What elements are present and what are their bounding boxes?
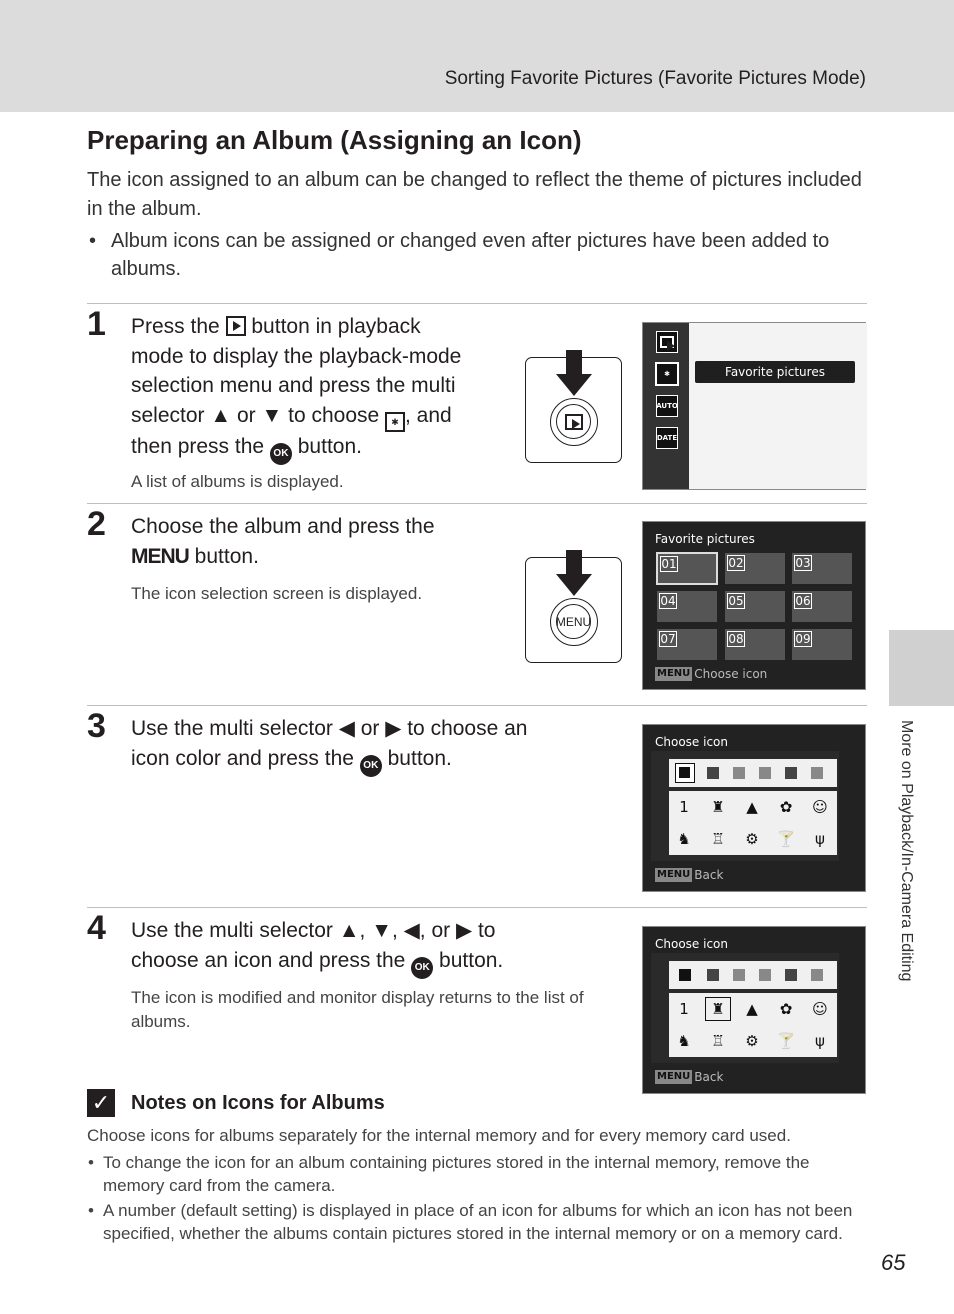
flower-icon: ✿ [779, 798, 793, 816]
step-4-note: The icon is modified and monitor display returns to the list of albums. [131, 988, 584, 1031]
step-text-line: Use the multi selector ▲, ▼, ◀, or ▶ to [131, 919, 496, 942]
selected-color-icon [675, 763, 695, 783]
step-text-part: button. [188, 544, 259, 568]
page-number: 65 [881, 1250, 906, 1275]
color-swatch [707, 767, 719, 779]
playback-button-icon [226, 316, 246, 336]
step-1-instruction [131, 312, 521, 465]
arrow-down-icon [566, 350, 582, 376]
step-3-instruction [131, 714, 601, 777]
footer-label: Choose icon [694, 667, 768, 681]
album-number: 07 [660, 632, 676, 646]
ok-button-icon: OK [360, 755, 382, 777]
cutlery-icon: ψ [815, 1032, 825, 1050]
ok-button-icon: OK [270, 443, 292, 465]
step-text-part: Press the [131, 315, 226, 338]
album-number: 05 [728, 594, 744, 608]
color-swatch [785, 767, 797, 779]
color-swatch [759, 969, 771, 981]
step-2-note: The icon selection screen is displayed. [131, 584, 423, 603]
step-2-instruction [131, 512, 521, 571]
header-band [0, 0, 954, 112]
favorite-pictures-icon: ✱ [385, 412, 405, 432]
flower-icon: ✿ [779, 1000, 793, 1018]
divider [87, 303, 867, 304]
screen-title: Choose icon [655, 735, 728, 749]
list-by-date-icon: DATE [656, 427, 678, 449]
album-number: 08 [728, 632, 744, 646]
running-head: Sorting Favorite Pictures (Favorite Pictures Mode) [444, 68, 866, 89]
notes-bullet: • A number (default setting) is displayed in place of an icon for albums for which an icon has not been specified, whether the albums contain pictures stored in the internal memory or on a memory card. [87, 1199, 857, 1245]
step-number: 1 [87, 305, 106, 343]
step-4-instruction [131, 916, 601, 979]
album-cell [791, 590, 853, 623]
divider [87, 503, 867, 504]
intro-paragraph: The icon assigned to an album can be changed to reflect the theme of pictures included in the album. [87, 169, 862, 220]
notes-body: Choose icons for albums separately for the internal memory and for every memory card used. [87, 1126, 791, 1145]
album-cell [724, 628, 786, 661]
album-cell [656, 628, 718, 661]
car-icon: ⚙ [745, 830, 759, 848]
step-number: 3 [87, 707, 106, 745]
auto-sort-icon: AUTO [656, 395, 678, 417]
menu-panel [689, 323, 867, 489]
step-text-part: button. [291, 434, 362, 458]
play-icon [565, 414, 583, 430]
menu-button-illustration [525, 557, 622, 663]
building-icon: ♖ [711, 830, 725, 848]
album-cell [724, 552, 786, 585]
footer-label: Back [694, 1070, 724, 1084]
album-number: 01 [661, 557, 677, 571]
number-icon: 1 [679, 798, 689, 816]
favorite-pictures-icon: ✱ [656, 363, 678, 385]
step-text-line: Use the multi selector ◀ or ▶ to choose an [131, 717, 528, 740]
checkmark-icon: ✓ [87, 1089, 115, 1117]
intro-bullet: • Album icons can be assigned or changed even after pictures have been added to albums. [87, 227, 867, 283]
screen-footer [655, 868, 723, 882]
step-number: 2 [87, 505, 106, 543]
album-number: 09 [795, 632, 811, 646]
mountain-icon: ▲ [746, 798, 758, 816]
color-swatch [811, 969, 823, 981]
face-icon: ☺ [812, 1000, 828, 1018]
menu-item-favorite-pictures: Favorite pictures [695, 361, 855, 383]
playback-button [550, 398, 598, 446]
step-text-part: then press the [131, 434, 270, 458]
ok-button-icon: OK [411, 957, 433, 979]
arrow-head-icon [556, 374, 592, 396]
color-swatch [811, 767, 823, 779]
menu-tag: MENU [657, 869, 691, 880]
color-swatch [733, 969, 745, 981]
cocktail-icon: 🍸 [776, 830, 796, 848]
step-text-line: selection menu and press the multi [131, 374, 456, 397]
color-swatch [759, 767, 771, 779]
screen-choose-icon-color [642, 724, 866, 892]
screen-title: Choose icon [655, 937, 728, 951]
screen-choose-icon [642, 926, 866, 1094]
chapter-label: More on Playback/In-Camera Editing [898, 720, 915, 982]
color-swatch [707, 969, 719, 981]
menu-button-icon: MENU [131, 544, 189, 568]
dog-icon: ♞ [677, 830, 691, 848]
album-cell [724, 590, 786, 623]
color-row [669, 961, 837, 989]
divider [87, 705, 867, 706]
menu-button [550, 598, 598, 646]
cutlery-icon: ψ [815, 830, 825, 848]
dog-icon: ♞ [677, 1032, 691, 1050]
icon-panel [651, 751, 839, 861]
step-text-part: , and [405, 403, 452, 427]
step-text-part: choose an icon and press the [131, 948, 412, 972]
face-icon: ☺ [812, 798, 828, 816]
castle-icon: ♜ [705, 997, 731, 1021]
step-text-part: button. [433, 948, 504, 972]
icon-grid [669, 993, 837, 1057]
album-cell [656, 590, 718, 623]
notes-bullet: • To change the icon for an album containing pictures stored in the internal memory, remove the memory card from the camera. [87, 1151, 857, 1197]
album-cell [791, 552, 853, 585]
album-number: 06 [795, 594, 811, 608]
screen-footer [655, 1070, 723, 1084]
mountain-icon: ▲ [746, 1000, 758, 1018]
color-swatch [733, 767, 745, 779]
section-title: Preparing an Album (Assigning an Icon) [87, 125, 582, 155]
arrow-down-icon [566, 550, 582, 576]
step-text-part: selector ▲ or ▼ to choose [131, 403, 386, 427]
album-cell [656, 552, 718, 585]
car-icon: ⚙ [745, 1032, 759, 1050]
divider [87, 907, 867, 908]
arrow-head-icon [556, 574, 592, 596]
icon-grid [669, 791, 837, 855]
building-icon: ♖ [711, 1032, 725, 1050]
step-1-note: A list of albums is displayed. [131, 472, 344, 491]
playback-button-illustration [525, 357, 622, 463]
color-swatch [679, 969, 691, 981]
castle-icon: ♜ [711, 798, 725, 816]
step-number: 4 [87, 909, 106, 947]
color-swatch [785, 969, 797, 981]
play-mode-icon [656, 331, 678, 353]
screen-title: Favorite pictures [655, 532, 755, 546]
color-row [669, 759, 837, 787]
album-number: 03 [795, 556, 811, 570]
step-text-part: button. [381, 746, 452, 770]
number-icon: 1 [679, 1000, 689, 1018]
screen-playback-menu [642, 322, 866, 490]
album-number: 02 [728, 556, 744, 570]
step-text-part: icon color and press the [131, 746, 360, 770]
screen-album-list [642, 521, 866, 690]
album-number: 04 [660, 594, 676, 608]
screen-footer [655, 667, 767, 681]
menu-label: MENU [556, 604, 591, 639]
footer-label: Back [694, 868, 724, 882]
chapter-tab [889, 630, 954, 706]
menu-tag: MENU [657, 668, 691, 679]
menu-tag: MENU [657, 1071, 691, 1082]
cocktail-icon: 🍸 [776, 1032, 796, 1050]
menu-sidebar [643, 323, 689, 489]
step-text-line: mode to display the playback-mode [131, 344, 462, 368]
step-text-part: button in playback [245, 315, 421, 338]
icon-panel [651, 953, 839, 1063]
step-text-line: Choose the album and press the [131, 515, 435, 538]
notes-title: Notes on Icons for Albums [131, 1092, 385, 1114]
album-cell [791, 628, 853, 661]
